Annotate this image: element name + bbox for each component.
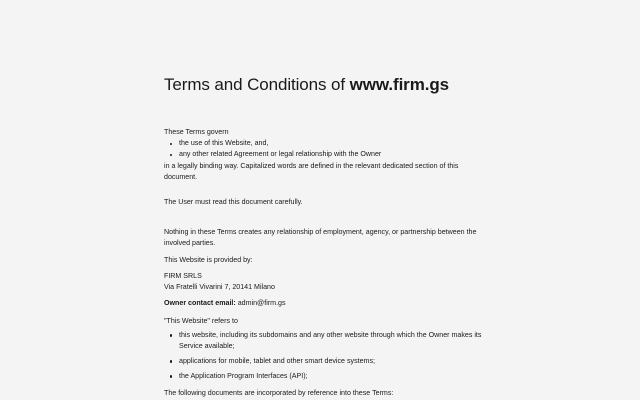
title-prefix: Terms and Conditions of: [164, 75, 350, 94]
intro-list: [164, 138, 484, 160]
website-definition-lead: "This Website" refers to: [164, 317, 238, 325]
intro-section: [164, 127, 484, 183]
website-def-item-site: this website, including its subdomains and any other website through which the Owner makes its Service available;: [179, 330, 484, 352]
owner-contact-email[interactable]: admin@firm.gs: [237, 299, 286, 307]
owner-contact-label: Owner contact email:: [164, 299, 236, 307]
page-title: [164, 74, 449, 96]
provider-details: [164, 271, 484, 293]
relationship-notice: Nothing in these Terms creates any relationship of employment, agency, or partnership between the involved parties.: [164, 228, 477, 248]
provider-lead: This Website is provided by:: [164, 256, 253, 264]
website-definition-list-apps: [164, 356, 484, 367]
owner-contact: [164, 298, 484, 309]
intro-lead: These Terms govern: [164, 128, 229, 136]
provider-address: Via Fratelli Vivarini 7, 20141 Milano: [164, 283, 275, 292]
read-notice: The User must read this document carefully.: [164, 198, 303, 206]
documents-lead: The following documents are incorporated by reference into these Terms:: [164, 389, 394, 397]
intro-tail: in a legally binding way. Capitalized words are defined in the relevant dedicated section of this document.: [164, 161, 459, 181]
website-def-item-apps: applications for mobile, tablet and other smart device systems;: [179, 356, 484, 367]
website-definition-list: [164, 330, 484, 352]
website-definition-list-api: [164, 371, 484, 382]
intro-item-agreement: any other related Agreement or legal relationship with the Owner: [179, 149, 484, 160]
title-site: www.firm.gs: [349, 75, 449, 94]
intro-item-website: the use of this Website, and,: [179, 138, 484, 149]
website-def-item-api: the Application Program Interfaces (API);: [179, 371, 484, 382]
provider-name: FIRM SRLS: [164, 272, 202, 280]
